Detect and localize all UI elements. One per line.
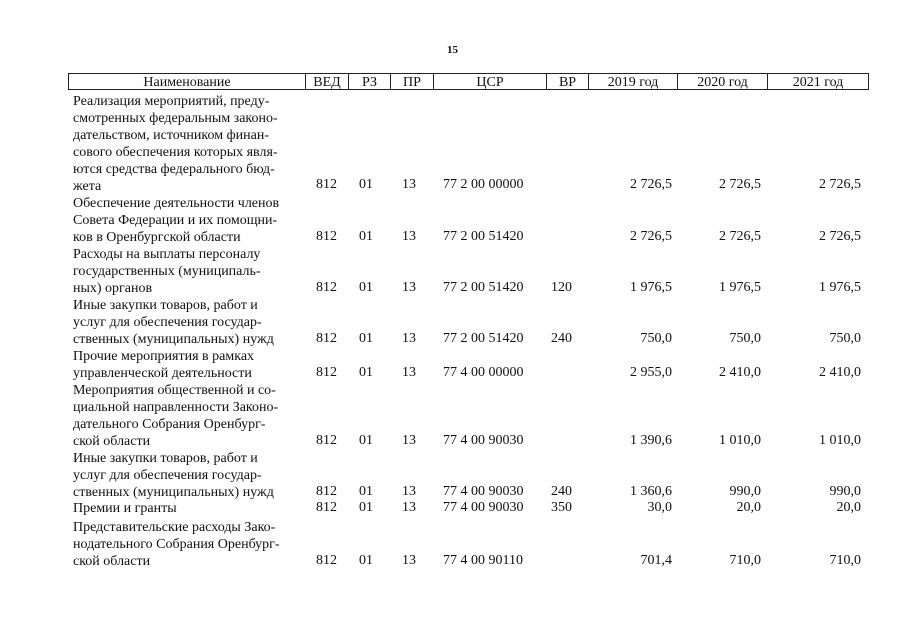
row-name-line: услуг для обеспечения государ-	[73, 468, 262, 483]
header-vr: ВР	[547, 73, 589, 90]
cell-2020: 750,0	[729, 331, 761, 346]
cell-vr: 240	[551, 331, 572, 346]
cell-rz: 01	[359, 553, 373, 568]
cell-2019: 30,0	[647, 500, 672, 515]
cell-rz: 01	[359, 177, 373, 192]
cell-csr: 77 2 00 51420	[443, 229, 524, 244]
cell-2020: 2 410,0	[719, 365, 761, 380]
row-name-line: Мероприятия общественной и со-	[73, 383, 276, 398]
header-rz: РЗ	[349, 73, 391, 90]
header-name: Наименование	[68, 73, 306, 90]
cell-csr: 77 4 00 90030	[443, 500, 524, 515]
cell-pr: 13	[402, 365, 416, 380]
cell-pr: 13	[402, 280, 416, 295]
cell-pr: 13	[402, 433, 416, 448]
cell-csr: 77 4 00 00000	[443, 365, 524, 380]
cell-2019: 701,4	[640, 553, 672, 568]
cell-2019: 750,0	[640, 331, 672, 346]
row-name-line: Реализация мероприятий, преду-	[73, 94, 270, 109]
header-2021: 2021 год	[768, 73, 869, 90]
cell-ved: 812	[316, 331, 337, 346]
cell-2021: 2 410,0	[819, 365, 861, 380]
row-name-line: сового обеспечения которых явля-	[73, 145, 278, 160]
row-name-line: Премии и гранты	[73, 501, 177, 516]
row-name-line: Иные закупки товаров, работ и	[73, 298, 258, 313]
cell-2021: 710,0	[829, 553, 861, 568]
cell-ved: 812	[316, 177, 337, 192]
cell-csr: 77 2 00 51420	[443, 331, 524, 346]
row-name-line: Расходы на выплаты персоналу	[73, 247, 261, 262]
cell-pr: 13	[402, 500, 416, 515]
cell-ved: 812	[316, 500, 337, 515]
cell-csr: 77 4 00 90030	[443, 433, 524, 448]
header-2020: 2020 год	[678, 73, 768, 90]
cell-pr: 13	[402, 177, 416, 192]
cell-rz: 01	[359, 365, 373, 380]
cell-rz: 01	[359, 484, 373, 499]
cell-rz: 01	[359, 331, 373, 346]
cell-2021: 20,0	[836, 500, 861, 515]
row-name-line: Совета Федерации и их помощни-	[73, 213, 278, 228]
row-name-line: ются средства федерального бюд-	[73, 162, 275, 177]
cell-ved: 812	[316, 553, 337, 568]
row-name-line: дательством, источником финан-	[73, 128, 270, 143]
cell-2021: 2 726,5	[819, 177, 861, 192]
row-name-line: смотренных федеральным законо-	[73, 111, 278, 126]
row-name-line: управленческой деятельности	[73, 366, 252, 381]
row-name-line: Иные закупки товаров, работ и	[73, 451, 258, 466]
cell-2019: 1 360,6	[630, 484, 672, 499]
row-name-line: ных) органов	[73, 281, 153, 296]
header-csr: ЦСР	[434, 73, 547, 90]
row-name-line: дательного Собрания Оренбург-	[73, 417, 266, 432]
row-name-line: нодательного Собрания Оренбург-	[73, 537, 280, 552]
cell-2020: 1 976,5	[719, 280, 761, 295]
cell-2021: 2 726,5	[819, 229, 861, 244]
cell-ved: 812	[316, 365, 337, 380]
row-name-line: Представительские расходы Зако-	[73, 520, 276, 535]
cell-vr: 240	[551, 484, 572, 499]
cell-2020: 990,0	[729, 484, 761, 499]
cell-vr: 350	[551, 500, 572, 515]
row-name-line: Прочие мероприятия в рамках	[73, 349, 255, 364]
cell-2020: 710,0	[729, 553, 761, 568]
cell-rz: 01	[359, 280, 373, 295]
cell-2020: 1 010,0	[719, 433, 761, 448]
header-ved: ВЕД	[306, 73, 349, 90]
cell-vr: 120	[551, 280, 572, 295]
cell-2019: 1 976,5	[630, 280, 672, 295]
cell-2020: 2 726,5	[719, 177, 761, 192]
row-name-line: жета	[73, 179, 102, 194]
cell-csr: 77 4 00 90030	[443, 484, 524, 499]
cell-csr: 77 2 00 51420	[443, 280, 524, 295]
cell-2021: 1 976,5	[819, 280, 861, 295]
cell-rz: 01	[359, 500, 373, 515]
cell-csr: 77 2 00 00000	[443, 177, 524, 192]
cell-2019: 1 390,6	[630, 433, 672, 448]
page-number: 15	[447, 44, 458, 56]
row-name-line: государственных (муниципаль-	[73, 264, 261, 279]
row-name-line: ской области	[73, 554, 151, 569]
cell-2020: 20,0	[736, 500, 761, 515]
header-2019: 2019 год	[589, 73, 678, 90]
cell-2021: 750,0	[829, 331, 861, 346]
cell-rz: 01	[359, 433, 373, 448]
cell-ved: 812	[316, 229, 337, 244]
row-name-line: ков в Оренбургской области	[73, 230, 241, 245]
header-pr: ПР	[391, 73, 434, 90]
row-name-line: ственных (муниципальных) нужд	[73, 485, 274, 500]
cell-2021: 1 010,0	[819, 433, 861, 448]
row-name-line: Обеспечение деятельности членов	[73, 196, 280, 211]
cell-ved: 812	[316, 484, 337, 499]
row-name-line: ственных (муниципальных) нужд	[73, 332, 274, 347]
cell-pr: 13	[402, 229, 416, 244]
cell-pr: 13	[402, 553, 416, 568]
row-name-line: ской области	[73, 434, 151, 449]
cell-2019: 2 726,5	[630, 229, 672, 244]
cell-ved: 812	[316, 433, 337, 448]
cell-2020: 2 726,5	[719, 229, 761, 244]
cell-2019: 2 955,0	[630, 365, 672, 380]
cell-ved: 812	[316, 280, 337, 295]
cell-2021: 990,0	[829, 484, 861, 499]
row-name-line: циальной направленности Законо-	[73, 400, 279, 415]
cell-pr: 13	[402, 331, 416, 346]
cell-csr: 77 4 00 90110	[443, 553, 523, 568]
cell-2019: 2 726,5	[630, 177, 672, 192]
row-name-line: услуг для обеспечения государ-	[73, 315, 262, 330]
cell-pr: 13	[402, 484, 416, 499]
cell-rz: 01	[359, 229, 373, 244]
